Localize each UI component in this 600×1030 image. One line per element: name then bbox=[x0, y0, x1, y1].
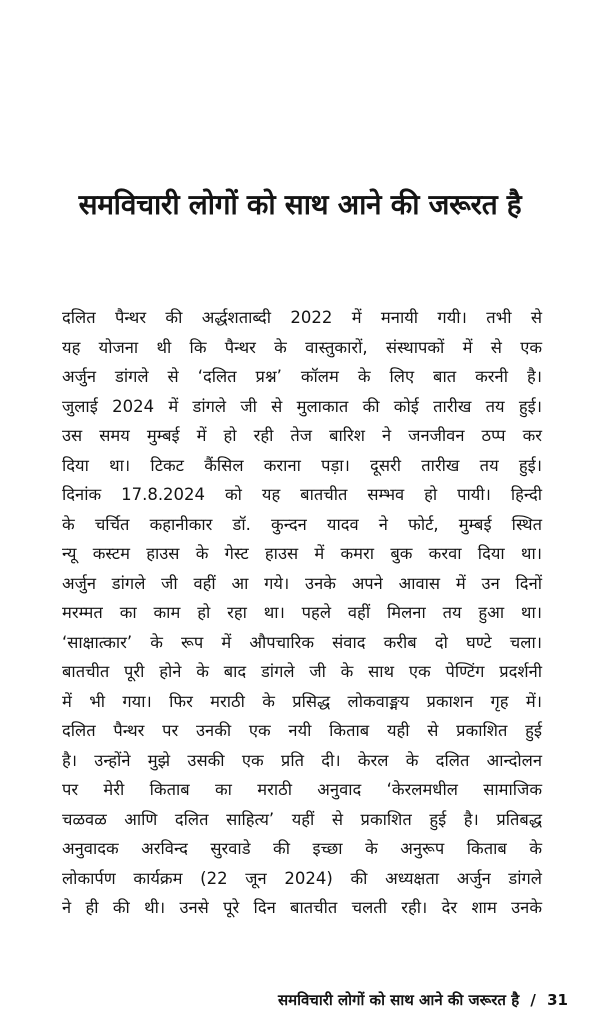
page-number: 31 bbox=[547, 991, 568, 1009]
body-line: के चर्चित कहानीकार डॉ. कुन्दन यादव ने फोर्ट, मुम्बई स्थित bbox=[62, 514, 542, 534]
body-line: यह योजना थी कि पैन्थर के वास्तुकारों, संस्थापकों में से एक bbox=[62, 337, 542, 357]
footer-separator: / bbox=[530, 991, 536, 1009]
body-line: है। उन्होंने मुझे उसकी एक प्रति दी। केरल के दलित आन्दोलन bbox=[62, 750, 542, 770]
body-text bbox=[62, 303, 542, 923]
body-line: पर मेरी किताब का मराठी अनुवाद ‘केरलमधील सामाजिक bbox=[62, 780, 542, 799]
body-line: दिनांक 17.8.2024 को यह बातचीत सम्भव हो पायी। हिन्दी bbox=[62, 485, 542, 504]
body-line: चळवळ आणि दलित साहित्य’ यहीं से प्रकाशित हुई है। प्रतिबद्ध bbox=[62, 809, 542, 829]
body-line: दलित पैन्थर पर उनकी एक नयी किताब यही से प्रकाशित हुई bbox=[62, 721, 542, 740]
body-line: लोकार्पण कार्यक्रम (22 जून 2024) की अध्यक्षता अर्जुन डांगले bbox=[62, 868, 542, 888]
body-line: जुलाई 2024 में डांगले जी से मुलाकात की कोई तारीख तय हुई। bbox=[62, 396, 542, 416]
body-line: अर्जुन डांगले से ‘दलित प्रश्न’ कॉलम के लिए बात करनी है। bbox=[62, 367, 542, 386]
body-line: ‘साक्षात्कार’ के रूप में औपचारिक संवाद करीब दो घण्टे चला। bbox=[62, 632, 542, 652]
body-line: अनुवादक अरविन्द सुरवाडे की इच्छा के अनुरूप किताब के bbox=[62, 839, 542, 858]
body-line: बातचीत पूरी होने के बाद डांगले जी के साथ एक पेण्टिंग प्रदर्शनी bbox=[62, 662, 542, 681]
body-line: में भी गया। फिर मराठी के प्रसिद्ध लोकवाङ्मय प्रकाशन गृह में। bbox=[62, 691, 542, 711]
running-footer-title: समविचारी लोगों को साथ आने की जरूरत है bbox=[277, 991, 520, 1009]
body-line: दलित पैन्थर की अर्द्धशताब्दी 2022 में मनायी गयी। तभी से bbox=[62, 308, 542, 327]
running-footer bbox=[278, 988, 568, 1012]
body-line: ने ही की थी। उनसे पूरे दिन बातचीत चलती रही। देर शाम उनके bbox=[62, 898, 542, 917]
body-line: न्यू कस्टम हाउस के गेस्ट हाउस में कमरा बुक करवा दिया था। bbox=[62, 544, 542, 563]
body-line: उस समय मुम्बई में हो रही तेज बारिश ने जनजीवन ठप्प कर bbox=[62, 426, 542, 445]
chapter-title: समविचारी लोगों को साथ आने की जरूरत है bbox=[78, 188, 522, 221]
body-line: अर्जुन डांगले जी वहीं आ गये। उनके अपने आवास में उन दिनों bbox=[62, 573, 542, 593]
body-line: मरम्मत का काम हो रहा था। पहले वहीं मिलना तय हुआ था। bbox=[62, 603, 542, 622]
body-line: दिया था। टिकट कैंसिल कराना पड़ा। दूसरी तारीख तय हुई। bbox=[62, 455, 542, 475]
